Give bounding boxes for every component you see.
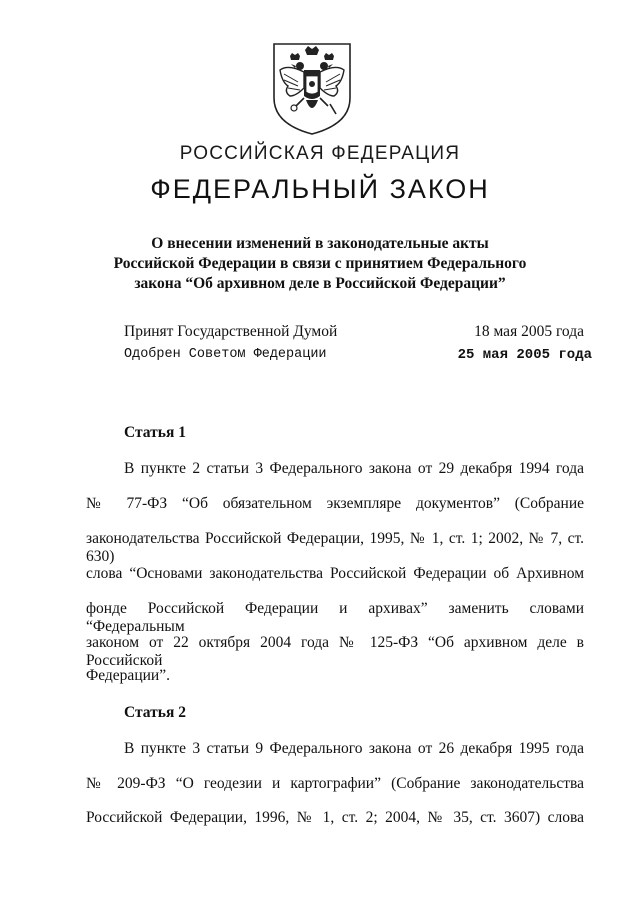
law-title [100,234,540,294]
paragraph-line: В пункте 2 статьи 3 Федерального закона от 29 декабря 1994 года [124,460,584,477]
adoption-label: Одобрен Советом Федерации [124,347,327,362]
adoption-row-duma [124,322,594,342]
adoption-date: 25 мая 2005 года [457,347,592,363]
paragraph-line: Российской Федерации, 1996, № 1, ст. 2; 2004, № 35, ст. 3607) слова [86,809,584,826]
paragraph-line: № 77-ФЗ “Об обязательном экземпляре документов” (Собрание [86,495,584,512]
paragraph-line: В пункте 3 статьи 9 Федерального закона от 26 декабря 1995 года [124,740,584,757]
adoption-label: Принят Государственной Думой [124,323,338,340]
article-heading: Статья 1 [124,424,186,441]
adoption-row-council [124,345,594,365]
law-title-line: Российской Федерации в связи с принятием Федерального [113,255,527,272]
paragraph-line: законодательства Российской Федерации, 1995, № 1, ст. 1; 2002, № 7, ст. 630) [86,530,584,565]
country-name: РОССИЙСКАЯ ФЕДЕРАЦИЯ [179,143,461,164]
paragraph-line: Федерации”. [86,667,170,684]
adoption-date: 18 мая 2005 года [474,323,584,340]
law-title-line: закона “Об архивном деле в Российской Федерации” [134,275,506,292]
paragraph-line: № 209-ФЗ “О геодезии и картографии” (Собрание законодательства [86,775,584,792]
paragraph-line: слова “Основами законодательства Российской Федерации об Архивном [86,565,584,582]
document-type: ФЕДЕРАЛЬНЫЙ ЗАКОН [150,174,490,204]
paragraph-line: фонде Российской Федерации и архивах” заменить словами “Федеральным [86,600,584,635]
coat-of-arms-emblem-icon [270,40,354,136]
law-title-line: О внесении изменений в законодательные акты [151,235,489,252]
paragraph-line: законом от 22 октября 2004 года № 125-ФЗ “Об архивном деле в Российской [86,634,584,669]
article-heading: Статья 2 [124,704,186,721]
